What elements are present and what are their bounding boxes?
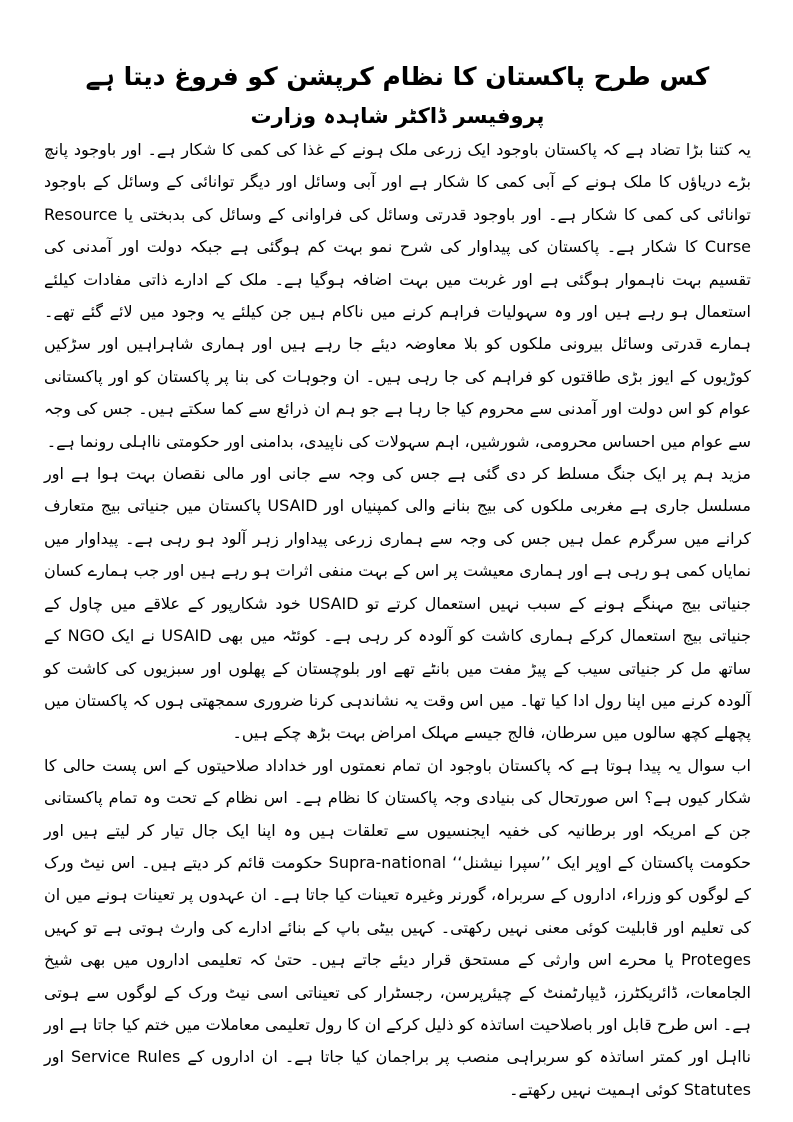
paragraph-3: اب سوال یہ پیدا ہوتا ہے کہ پاکستان باوجود ان تمام نعمتوں اور خداداد صلاحیتوں کے اس پست حالی کا شکار کیوں ہے؟ اس صورتحال کی بنیادی وجہ پاکستان کا نظام ہے۔ اس نظام کے تحت وہ تمام پاکستانی جن کے امریکہ اور برطانیہ کی خفیہ ایجنسیوں سے تعلقات ہیں وہ اپنا ایک جال تیار کر لیتے ہیں اور حکومت پاکستان کے اوپر ایک ’’سپرا نیشنل‘‘ Supra-national حکومت قائم کر دیتے ہیں۔ اس نیٹ ورک کے لوگوں کو وزراء، اداروں کے سربراہ، گورنر وغیرہ تعینات کیا جاتا ہے۔ ان عہدوں پر تعینات ہونے میں ان کی تعلیم اور قابلیت کوئی معنی نہیں رکھتی۔ کہیں بیٹی باپ کے بنائے ادارے کی وارث ہوتی ہے تو کہیں Proteges یا محرے اس وارثی کے مستحق قرار دیئے جاتے ہیں۔ حتیٰ کہ تعلیمی اداروں میں بھی شیخ الجامعات، ڈائریکٹرز، ڈیپارٹمنٹ کے چیئرپرسن، رجسٹرار کی تعیناتی اسی نیٹ ورک کے لوگوں سے ہوتی ہے۔ اس طرح قابل اور باصلاحیت اساتذہ کو ذلیل کرکے ان کا رول تعلیمی معاملات میں ختم کیا جاتا ہے اور نااہل اور کمتر اساتذہ کو سربراہی منصب پر براجمان کیا جاتا ہے۔ ان اداروں کے Service Rules اور Statutes کوئی اہمیت نہیں رکھتے۔ — [44, 755, 752, 1099]
article-author: پروفیسر ڈاکٹر شاہدہ وزارت — [250, 104, 545, 128]
article-title: کس طرح پاکستان کا نظام کرپشن کو فروغ دیتا ہے — [85, 62, 710, 91]
document-page — [44, 58, 751, 1098]
paragraph-2: مزید ہم پر ایک جنگ مسلط کر دی گئی ہے جس کی وجہ سے جانی اور مالی نقصان بہت ہوا ہے اور مسلسل جاری ہے مغربی ملکوں کی بیج بنانے والی کمپنیاں اور USAID پاکستان میں جنیاتی بیج متعارف کرانے میں سرگرم عمل ہیں جس کی وجہ سے ہماری زرعی پیداوار زہر آلود ہو رہی ہے۔ پیداوار میں نمایاں کمی ہو رہی ہے اور ہماری معیشت پر اس کے بہت منفی اثرات ہو رہے ہیں اور جب ہمارے کسان جنیاتی بیج مہنگے ہونے کے سبب نہیں استعمال کرتے تو USAID خود شکارپور کے علاقے میں چاول کے جنیاتی بیج استعمال کرکے ہماری کاشت کو آلودہ کر رہی ہے۔ کوئٹہ میں بھی USAID نے ایک NGO کے ساتھ مل کر جنیاتی سیب کے پیڑ مفت میں بانٹے تھے اور بلوچستان کے پھلوں اور سبزیوں کی کاشت کو آلودہ کرنے میں اپنا رول ادا کیا تھا۔ میں اس وقت یہ نشاندہی کرنا ضروری سمجھتی ہوں کہ پاکستان میں پچھلے کچھ سالوں میں سرطان، فالج جیسے مہلک امراض بہت بڑھ چکے ہیں۔ — [44, 464, 752, 743]
paragraph-1: یہ کتنا بڑا تضاد ہے کہ پاکستان باوجود ایک زرعی ملک ہونے کے غذا کی کمی کا شکار ہے۔ اور باوجود پانچ بڑے دریاؤں کا ملک ہونے کے آبی کمی کا شکار ہے اور آبی وسائل اور دیگر توانائی کے وسائل کے باوجود توانائی کی کمی کا شکار ہے۔ اور باوجود قدرتی وسائل کی فراوانی کے وسائل کی بدبختی یا Resource Curse کا شکار ہے۔ پاکستان کی پیداوار کی شرح نمو بہت کم ہوگئی ہے جبکہ دولت اور آمدنی کی تقسیم بہت ناہموار ہوگئی ہے اور غربت میں بہت اضافہ ہوگیا ہے۔ ملک کے ادارے ذاتی مفادات کیلئے استعمال ہو رہے ہیں اور وہ سہولیات فراہم کرنے میں ناکام ہیں جن کیلئے یہ وجود میں لائے گئے تھے۔ ہمارے قدرتی وسائل بیرونی ملکوں کو بلا معاوضہ دیئے جا رہے ہیں اور ہماری شاہراہیں اور سڑکیں کوڑیوں کے ایوز بڑی طاقتوں کو فراہم کی جا رہی ہیں۔ ان وجوہات کی بنا پر پاکستان کو اور پاکستانی عوام کو اس دولت اور آمدنی سے محروم کیا جا رہا ہے جو ہم ان ذرائع سے کما سکتے ہیں۔ جس کی وجہ سے عوام میں احساس محرومی، شورشیں، اہم سہولات کی ناپیدی، بدامنی اور حکومتی نااہلی رونما ہے۔ — [44, 140, 752, 451]
